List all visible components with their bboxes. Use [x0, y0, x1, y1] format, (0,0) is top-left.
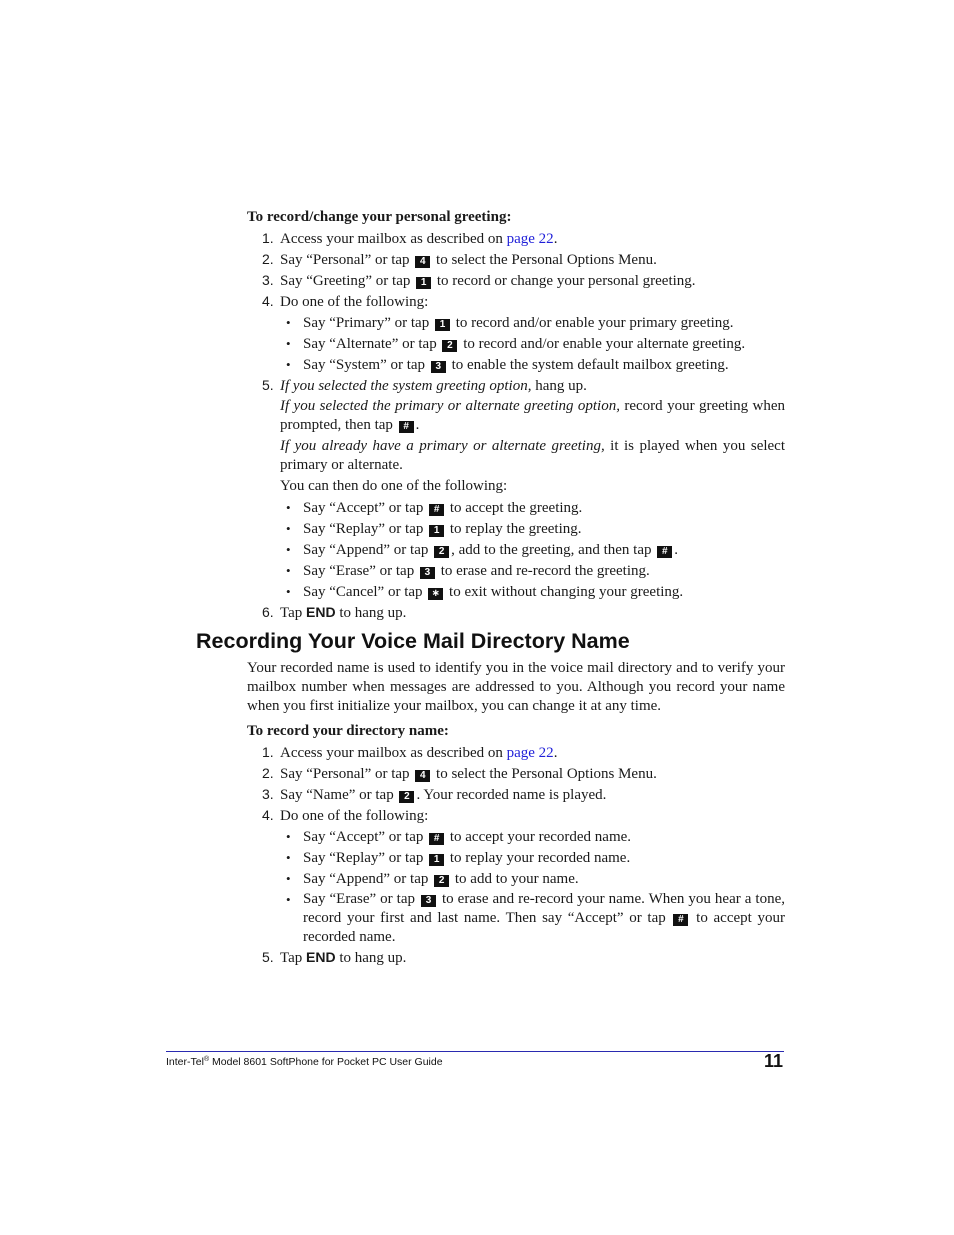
greeting-action-erase: • Say “Erase” or tap 3 to erase and re-record the greeting.	[286, 563, 650, 579]
greeting-note-primary-alternate: If you selected the primary or alternate greeting option, record your greeting when prompted, then tap # .	[280, 398, 785, 433]
greeting-option-alternate: • Say “Alternate” or tap 2 to record and/or enable your alternate greeting.	[286, 336, 746, 352]
key-2-icon: 2	[434, 875, 449, 887]
directory-option-replay: • Say “Replay” or tap 1 to replay your recorded name.	[286, 850, 631, 866]
directory-intro: Your recorded name is used to identify you in the voice mail directory and to verify your mailbox number when messages are addressed to you. Although you record your name when you first initialize your mailbox, you can change it at any time.	[247, 660, 785, 714]
bullet-icon: •	[286, 521, 291, 536]
bullet-icon: •	[286, 871, 291, 886]
greeting-step-6: 6. Tap END to hang up.	[262, 604, 407, 621]
greeting-step-1: 1. Access your mailbox as described on page 22.	[262, 230, 558, 247]
greeting-option-system: • Say “System” or tap 3 to enable the system default mailbox greeting.	[286, 357, 729, 373]
bullet-icon: •	[286, 315, 291, 330]
key-pound-icon: #	[657, 546, 672, 558]
bullet-icon: •	[286, 357, 291, 372]
greeting-procedure-title: To record/change your personal greeting:	[247, 209, 512, 225]
key-2-icon: 2	[399, 791, 414, 803]
directory-step-3: 3. Say “Name” or tap 2 . Your recorded name is played.	[262, 786, 607, 803]
greeting-action-cancel: • Say “Cancel” or tap ∗ to exit without changing your greeting.	[286, 584, 684, 600]
greeting-action-replay: • Say “Replay” or tap 1 to replay the greeting.	[286, 521, 582, 537]
directory-option-accept: • Say “Accept” or tap # to accept your recorded name.	[286, 829, 632, 845]
key-4-icon: 4	[415, 256, 430, 268]
key-3-icon: 3	[420, 567, 435, 579]
section-heading: Recording Your Voice Mail Directory Name	[196, 629, 630, 653]
end-key-label: END	[306, 949, 336, 965]
bullet-icon: •	[286, 500, 291, 515]
directory-procedure-title: To record your directory name:	[247, 723, 449, 739]
greeting-step-3: 3. Say “Greeting” or tap 1 to record or change your personal greeting.	[262, 272, 696, 289]
key-4-icon: 4	[415, 770, 430, 782]
directory-step-2: 2. Say “Personal” or tap 4 to select the Personal Options Menu.	[262, 765, 657, 782]
greeting-step-2: 2. Say “Personal” or tap 4 to select the Personal Options Menu.	[262, 251, 657, 268]
directory-option-erase: Say “Erase” or tap 3 to erase and re-record your name. When you hear a tone, record your first and last name. Then say “Accept” or tap # to accept your recorded name.	[303, 891, 785, 945]
key-1-icon: 1	[429, 854, 444, 866]
bullet-icon: •	[286, 829, 291, 844]
key-1-icon: 1	[435, 319, 450, 331]
greeting-option-primary: • Say “Primary” or tap 1 to record and/or enable your primary greeting.	[286, 315, 734, 331]
greeting-action-accept: • Say “Accept” or tap # to accept the greeting.	[286, 500, 583, 516]
bullet-icon: •	[286, 892, 291, 907]
greeting-note-then: You can then do one of the following:	[280, 478, 508, 494]
bullet-icon: •	[286, 336, 291, 351]
greeting-step-4: 4. Do one of the following:	[262, 293, 429, 310]
bullet-icon: •	[286, 850, 291, 865]
key-3-icon: 3	[431, 361, 446, 373]
key-pound-icon: #	[429, 833, 444, 845]
key-1-icon: 1	[429, 525, 444, 537]
page-22-link[interactable]: page 22	[506, 231, 554, 247]
footer-title: Inter-Tel® Model 8601 SoftPhone for Pocket PC User Guide	[166, 1056, 443, 1068]
bullet-icon: •	[286, 584, 291, 599]
key-2-icon: 2	[434, 546, 449, 558]
directory-option-erase-bullet	[286, 890, 303, 910]
page-22-link[interactable]: page 22	[506, 745, 554, 761]
key-3-icon: 3	[421, 895, 436, 907]
greeting-note-existing: If you already have a primary or alternate greeting, it is played when you select primary or alternate.	[280, 438, 786, 473]
directory-option-append: • Say “Append” or tap 2 to add to your name.	[286, 871, 579, 887]
key-pound-icon: #	[429, 504, 444, 516]
page-number: 11	[764, 1051, 784, 1071]
greeting-action-append: • Say “Append” or tap 2 , add to the greeting, and then tap # .	[286, 542, 678, 558]
end-key-label: END	[306, 604, 336, 620]
bullet-icon: •	[286, 563, 291, 578]
directory-step-5: 5. Tap END to hang up.	[262, 949, 407, 966]
key-pound-icon: #	[399, 421, 414, 433]
footer-divider	[166, 1051, 784, 1052]
key-pound-icon: #	[673, 914, 688, 926]
directory-step-1: 1. Access your mailbox as described on page 22.	[262, 744, 558, 761]
directory-step-4: 4. Do one of the following:	[262, 807, 429, 824]
key-star-icon: ∗	[428, 588, 443, 600]
key-1-icon: 1	[416, 277, 431, 289]
bullet-icon: •	[286, 542, 291, 557]
greeting-step-5: 5. If you selected the system greeting option, hang up.	[262, 377, 587, 394]
key-2-icon: 2	[442, 340, 457, 352]
